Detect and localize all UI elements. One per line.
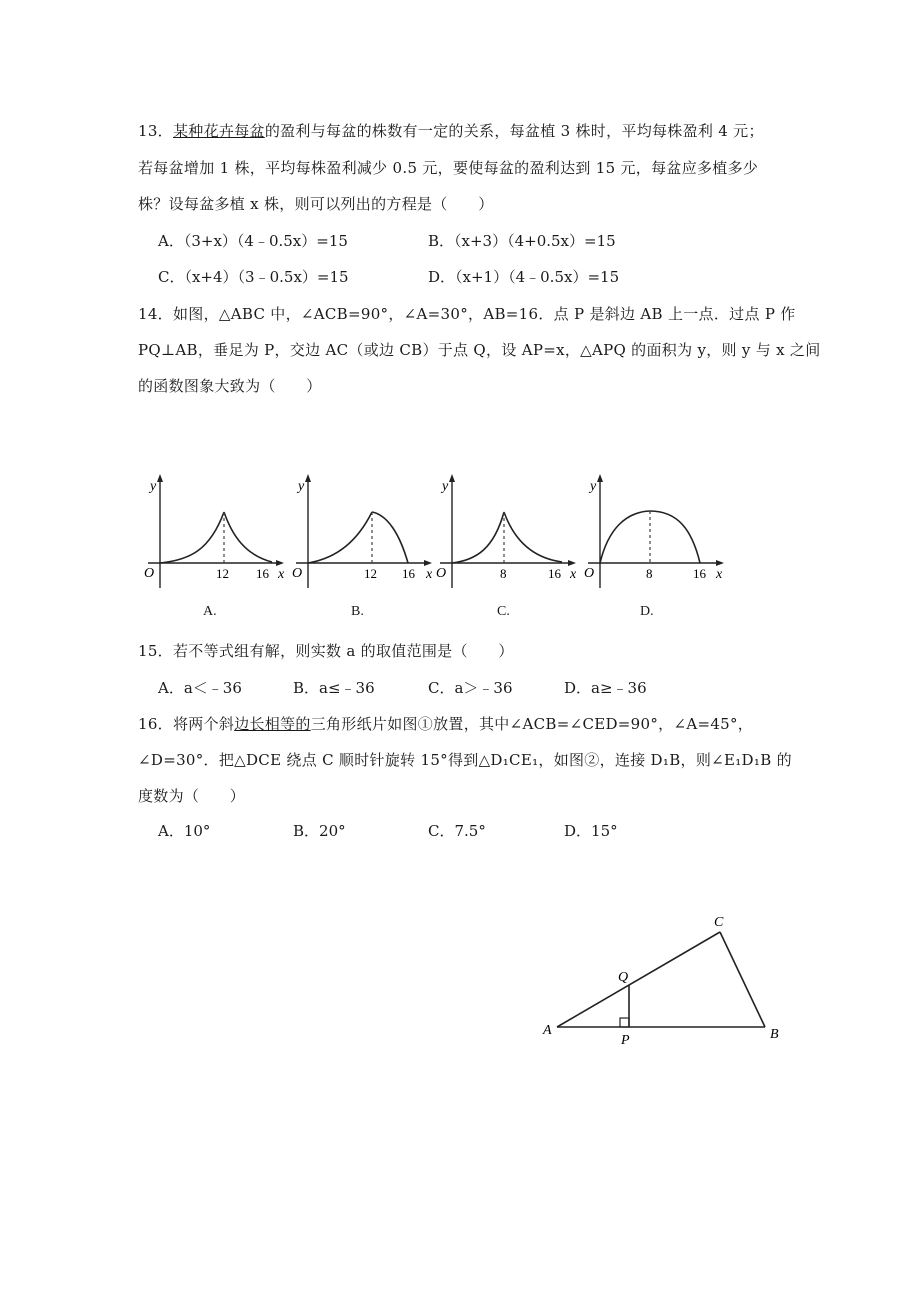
q16-option-b: B．20° bbox=[293, 822, 346, 840]
q16-line2: ∠D=30°．把△DCE 绕点 C 顺时针旋转 15°得到△D₁CE₁，如图②，连接 D₁B，则∠E₁D₁B 的 bbox=[138, 751, 792, 769]
q16-line1 bbox=[138, 713, 753, 734]
q15-line1: 15．若不等式组有解，则实数 a 的取值范围是（ ） bbox=[138, 642, 514, 660]
point-c-label: C bbox=[714, 915, 724, 930]
q15-option-b: B．a≤﹣36 bbox=[293, 679, 375, 697]
q16-underlined-text: 边长相等的 bbox=[234, 715, 311, 733]
graph-a-label: A. bbox=[203, 604, 217, 619]
q16-line1-pre: 16．将两个斜 bbox=[138, 715, 235, 733]
q14-line1: 14．如图，△ABC 中，∠ACB=90°，∠A=30°，AB=16．点 P 是斜边 AB 上一点．过点 P 作 bbox=[138, 305, 796, 323]
q14-line3: 的函数图象大致为（ ） bbox=[138, 377, 322, 395]
peak-tick: 12 bbox=[364, 566, 377, 581]
curve-rise bbox=[308, 512, 372, 563]
q13-option-b: B．（x+3）（4+0.5x）=15 bbox=[428, 232, 616, 250]
q16-line1-post: 三角形纸片如图①放置，其中∠ACB=∠CED=90°，∠A=45°， bbox=[310, 715, 754, 733]
q16-option-c: C．7.5° bbox=[428, 822, 486, 840]
side-ac bbox=[557, 932, 720, 1027]
end-tick: 16 bbox=[256, 566, 269, 581]
graph-d-svg bbox=[580, 470, 730, 595]
x-label: x bbox=[278, 567, 285, 582]
y-axis-arrow bbox=[449, 474, 455, 482]
curve-fall bbox=[504, 512, 562, 562]
curve-rise bbox=[160, 512, 224, 563]
end-tick: 16 bbox=[402, 566, 415, 581]
y-label: y bbox=[590, 479, 597, 494]
curve-rise bbox=[600, 511, 650, 563]
x-label: x bbox=[426, 567, 433, 582]
origin-label: O bbox=[292, 566, 303, 581]
graph-a bbox=[140, 470, 290, 595]
q13-number: 13． bbox=[138, 122, 173, 140]
x-label: x bbox=[570, 567, 577, 582]
x-axis-arrow bbox=[276, 560, 284, 566]
graph-c-label: C. bbox=[497, 604, 510, 619]
q13-line3: 株？设每盆多植 x 株，则可以列出的方程是（ ） bbox=[138, 195, 494, 213]
graph-a-svg bbox=[140, 470, 290, 595]
right-angle-mark bbox=[620, 1018, 629, 1027]
y-axis-arrow bbox=[597, 474, 603, 482]
peak-tick: 8 bbox=[646, 566, 653, 581]
peak-tick: 12 bbox=[216, 566, 229, 581]
q13-underlined-text: 某种花卉每盆 bbox=[173, 122, 265, 140]
q15-option-c: C．a＞﹣36 bbox=[428, 679, 513, 697]
y-label: y bbox=[442, 479, 449, 494]
graph-d bbox=[580, 470, 730, 595]
q13-line1-rest: 的盈利与每盆的株数有一定的关系，每盆植 3 株时，平均每株盈利 4 元； bbox=[264, 122, 764, 140]
end-tick: 16 bbox=[693, 566, 706, 581]
x-axis-arrow bbox=[716, 560, 724, 566]
curve-fall bbox=[224, 512, 272, 562]
side-cb bbox=[720, 932, 765, 1027]
origin-label: O bbox=[584, 566, 595, 581]
graph-c bbox=[432, 470, 582, 595]
x-label: x bbox=[716, 567, 723, 582]
end-tick: 16 bbox=[548, 566, 561, 581]
y-axis-arrow bbox=[157, 474, 163, 482]
peak-tick: 8 bbox=[500, 566, 507, 581]
graph-b-label: B. bbox=[351, 604, 364, 619]
point-b-label: B bbox=[770, 1027, 779, 1042]
point-p-label: P bbox=[621, 1033, 630, 1048]
graph-b-svg bbox=[288, 470, 438, 595]
q16-option-d: D．15° bbox=[564, 822, 618, 840]
origin-label: O bbox=[144, 566, 155, 581]
graph-d-label: D. bbox=[640, 604, 654, 619]
q14-line2: PQ⊥AB，垂足为 P，交边 AC（或边 CB）于点 Q，设 AP=x，△APQ 的面积为 y，则 y 与 x 之间 bbox=[138, 341, 821, 359]
x-axis-arrow bbox=[568, 560, 576, 566]
q15-option-d: D．a≥﹣36 bbox=[564, 679, 647, 697]
point-a-label: A bbox=[543, 1023, 552, 1038]
q16-line3: 度数为（ ） bbox=[138, 787, 246, 805]
curve-rise bbox=[452, 512, 504, 563]
curve-fall bbox=[650, 511, 700, 563]
x-axis-arrow bbox=[424, 560, 432, 566]
q13-option-d: D．（x+1）（4﹣0.5x）=15 bbox=[428, 268, 620, 286]
triangle-figure bbox=[540, 910, 790, 1050]
q13-option-c: C．（x+4）（3﹣0.5x）=15 bbox=[158, 268, 349, 286]
triangle-svg bbox=[540, 910, 790, 1050]
y-axis-arrow bbox=[305, 474, 311, 482]
q13-line2: 若每盆增加 1 株，平均每株盈利减少 0.5 元，要使每盆的盈利达到 15 元，每盆应多植多少 bbox=[138, 159, 759, 177]
curve-fall bbox=[372, 512, 408, 563]
q15-option-a: A．a＜﹣36 bbox=[158, 679, 242, 697]
q13-option-a: A．（3+x）（4﹣0.5x）=15 bbox=[158, 232, 348, 250]
origin-label: O bbox=[436, 566, 447, 581]
y-label: y bbox=[150, 479, 157, 494]
q13-line1 bbox=[138, 120, 764, 141]
graph-b bbox=[288, 470, 438, 595]
q16-option-a: A．10° bbox=[158, 822, 211, 840]
graph-c-svg bbox=[432, 470, 582, 595]
point-q-label: Q bbox=[618, 970, 629, 985]
y-label: y bbox=[298, 479, 305, 494]
